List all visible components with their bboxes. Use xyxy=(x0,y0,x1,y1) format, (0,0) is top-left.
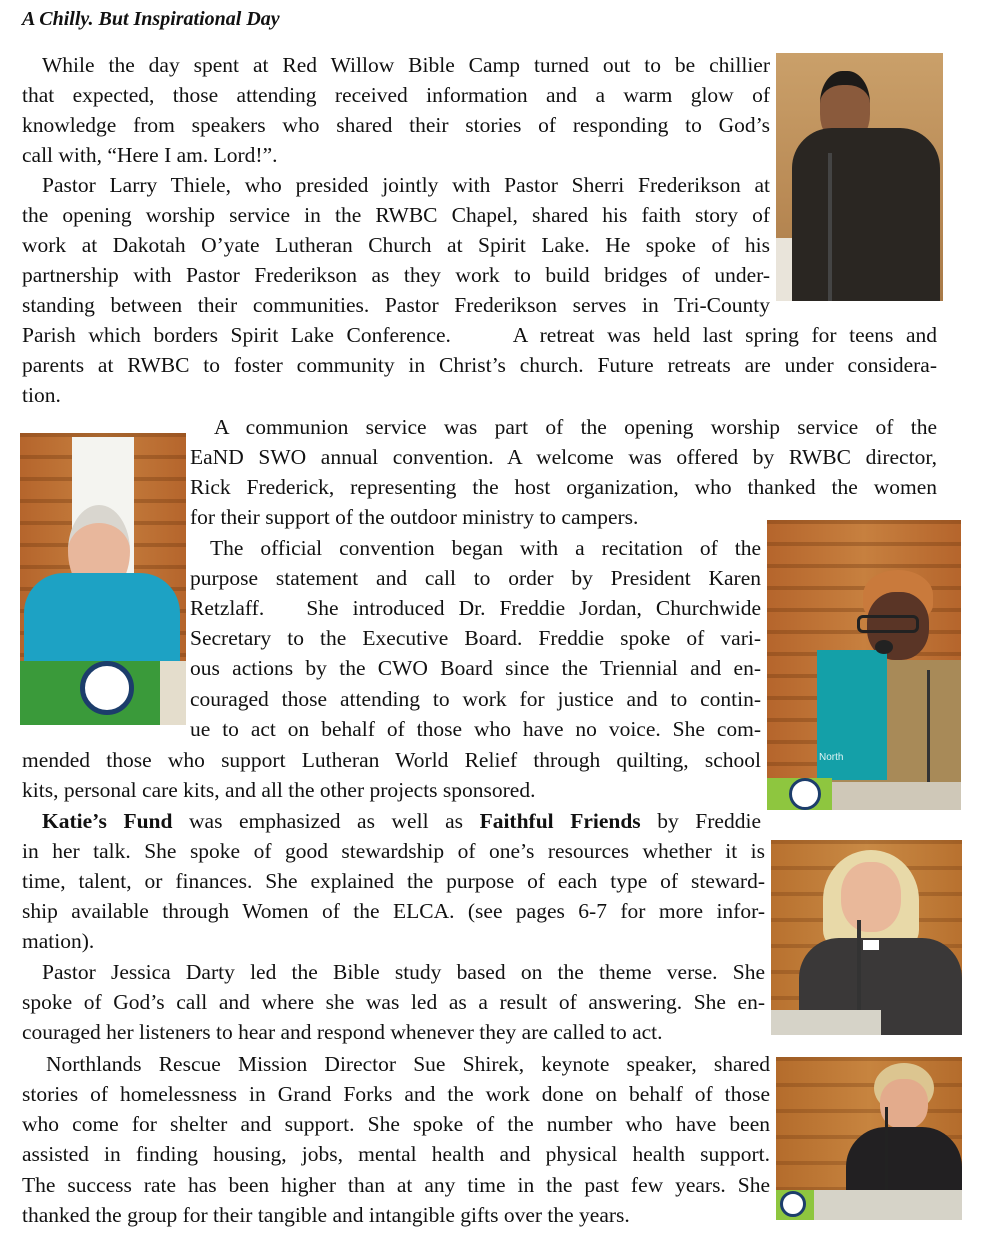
microphone-stand xyxy=(828,153,832,301)
text-line: kits, personal care kits, and all the other projects sponsored. xyxy=(22,778,536,802)
luther-rose-emblem xyxy=(80,661,134,715)
photo-pastor-jessica-darty xyxy=(771,840,962,1035)
text-line: stories of homelessness in Grand Forks and the work done on behalf of those xyxy=(22,1082,770,1106)
text-line: Parish which borders Spirit Lake Conference. A retreat was held last spring for teens and xyxy=(22,323,937,347)
article-title: A Chilly. But Inspirational Day xyxy=(22,8,280,30)
text-line: tion. xyxy=(22,383,61,407)
text-line: the opening worship service in the RWBC Chapel, shared his faith story of xyxy=(22,203,770,227)
text-line: couraged those attending to work for justice and to contin- xyxy=(190,687,761,711)
text-line: EaND SWO annual convention. A welcome was offered by RWBC director, xyxy=(190,445,937,469)
microphone xyxy=(875,640,893,654)
photo-freddie-jordan xyxy=(767,520,961,810)
text-line: Secretary to the Executive Board. Freddie spoke of vari- xyxy=(190,626,761,650)
podium xyxy=(832,782,961,810)
text-line: purpose statement and call to order by President Karen xyxy=(190,566,761,590)
katie-line xyxy=(42,806,761,836)
text-line: Pastor Jessica Darty led the Bible study based on the theme verse. She xyxy=(42,960,765,984)
text-line: ship available through Women of the ELCA. (see pages 6-7 for more infor- xyxy=(22,899,765,923)
scarf-label: North xyxy=(819,752,844,763)
text-line: partnership with Pastor Frederikson as they work to build bridges of under- xyxy=(22,263,770,287)
text-line: knowledge from speakers who shared their stories of responding to God’s xyxy=(22,113,770,137)
katie-line-end: by Freddie xyxy=(640,809,761,833)
person-jacket xyxy=(792,128,940,301)
podium xyxy=(160,661,186,725)
text-line: mended those who support Lutheran World Relief through quilting, school xyxy=(22,748,761,772)
clerical-collar xyxy=(863,940,879,950)
text-line: parents at RWBC to foster community in Christ’s church. Future retreats are under considera- xyxy=(22,353,937,377)
text-line: A communion service was part of the opening worship service of the xyxy=(214,415,937,439)
person-head xyxy=(841,862,901,932)
text-line: couraged her listeners to hear and respond whenever they are called to act. xyxy=(22,1020,663,1044)
luther-rose-emblem xyxy=(780,1191,806,1217)
text-line: Pastor Larry Thiele, who presided jointly with Pastor Sherri Frederikson at xyxy=(42,173,770,197)
photo-sue-shirek xyxy=(776,1057,962,1220)
text-line: call with, “Here I am. Lord!”. xyxy=(22,143,278,167)
text-line: standing between their communities. Pastor Frederikson serves in Tri-County xyxy=(22,293,770,317)
text-line: who come for shelter and support. She spoke of the number who have been xyxy=(22,1112,770,1136)
luther-rose-emblem xyxy=(789,778,821,810)
podium xyxy=(771,1010,881,1035)
glasses xyxy=(857,615,919,633)
text-line: spoke of God’s call and where she was led as a result of answering. She en- xyxy=(22,990,765,1014)
text-line: The official convention began with a recitation of the xyxy=(210,536,761,560)
text-line: thanked the group for their tangible and intangible gifts over the years. xyxy=(22,1203,630,1227)
text-line: for their support of the outdoor ministry to campers. xyxy=(190,505,639,529)
text-line: work at Dakotah O’yate Lutheran Church at Spirit Lake. He spoke of his xyxy=(22,233,770,257)
podium xyxy=(814,1190,962,1220)
text-line: mation). xyxy=(22,929,95,953)
faithful-friends-bold: Faithful Friends xyxy=(479,809,641,833)
photo-pastor-larry-thiele xyxy=(776,53,943,301)
text-line: The success rate has been higher than at any time in the past few years. She xyxy=(22,1173,770,1197)
text-line: Rick Frederick, representing the host organization, who thanked the women xyxy=(190,475,937,499)
text-line: in her talk. She spoke of good stewardship of one’s resources whether it is xyxy=(22,839,765,863)
text-line: Retzlaff. She introduced Dr. Freddie Jordan, Churchwide xyxy=(190,596,761,620)
photo-speaker-teal xyxy=(20,433,186,725)
text-line: ous actions by the CWO Board since the Triennial and en- xyxy=(190,656,761,680)
text-line: ue to act on behalf of those who have no voice. She com- xyxy=(190,717,761,741)
text-line: time, talent, or finances. She explained the purpose of each type of steward- xyxy=(22,869,765,893)
text-line: Northlands Rescue Mission Director Sue Shirek, keynote speaker, shared xyxy=(46,1052,770,1076)
text-line: that expected, those attending received information and a warm glow of xyxy=(22,83,770,107)
katies-fund-bold: Katie’s Fund xyxy=(42,809,173,833)
katie-line-mid: was emphasized as well as xyxy=(172,809,480,833)
text-line: assisted in finding housing, jobs, mental health and physical health support. xyxy=(22,1142,770,1166)
text-line: While the day spent at Red Willow Bible Camp turned out to be chillier xyxy=(42,53,770,77)
